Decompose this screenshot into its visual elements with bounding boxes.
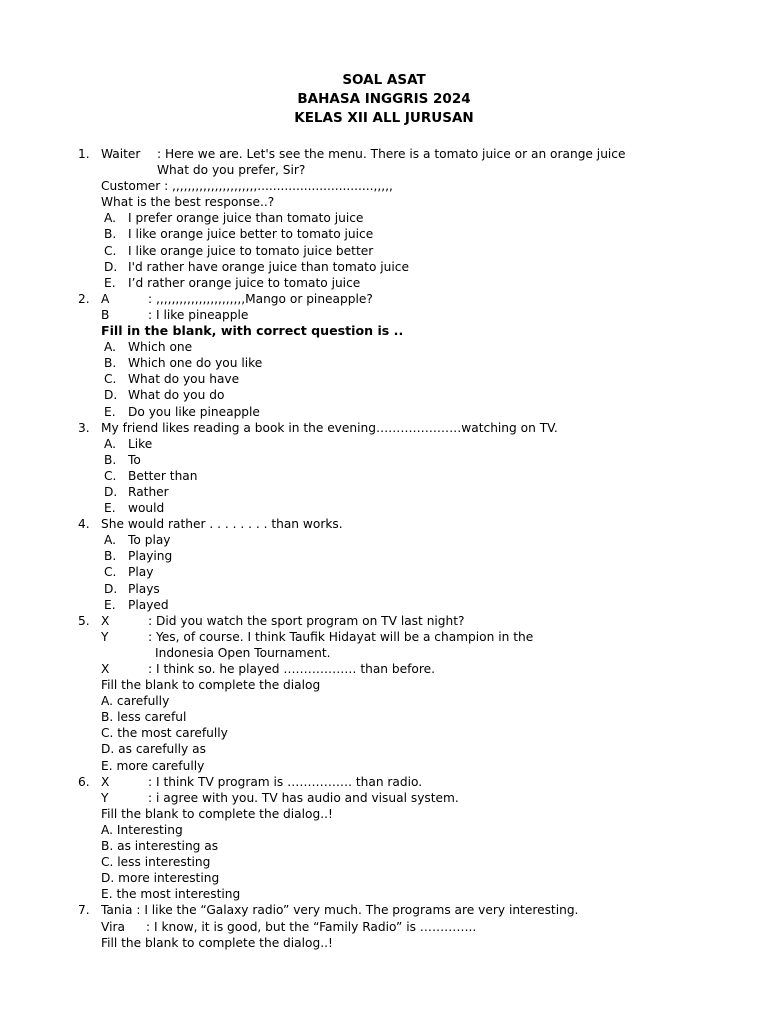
option-text: To play (128, 533, 171, 548)
option-b (0, 548, 768, 564)
option-e (0, 500, 768, 516)
question-list (0, 146, 768, 951)
option-text: Like (128, 436, 153, 451)
option-letter: A. (104, 436, 116, 451)
dialog-text: What do you prefer, Sir? (157, 163, 306, 178)
option-text: I like orange juice better to tomato juice (128, 227, 374, 242)
option-letter: E. (104, 501, 116, 516)
dialog-text: Indonesia Open Tournament. (155, 645, 331, 660)
question-5-y-line-2 (0, 645, 768, 661)
question-text: My friend likes reading a book in the evening…………………watching on TV. (101, 420, 558, 435)
question-number: 4. (78, 517, 90, 532)
option-letter: D. (104, 259, 118, 274)
option-c (0, 564, 768, 580)
question-4-text (0, 516, 768, 532)
speaker-label: A (101, 291, 110, 306)
question-5-x-line (0, 613, 768, 629)
option-text: Played (128, 597, 169, 612)
option-text: B. as interesting as (101, 839, 219, 854)
option-letter: C. (104, 565, 117, 580)
question-2-instruction (0, 323, 768, 339)
question-5-x-line-2 (0, 661, 768, 677)
question-3-text (0, 420, 768, 436)
dialog-text: : Yes, of course. I think Taufik Hidayat will be a champion in the (148, 629, 534, 644)
dialog-text: : Did you watch the sport program on TV last night? (148, 613, 465, 628)
option-e (0, 758, 768, 774)
speaker-label: X (101, 774, 110, 789)
question-7-instruction (0, 935, 768, 951)
question-number: 5. (78, 613, 90, 628)
dialog-text: : I know, it is good, but the “Family Radio” is ………….. (146, 919, 477, 934)
option-text: D. more interesting (101, 871, 220, 886)
option-letter: A. (104, 211, 116, 226)
option-c (0, 854, 768, 870)
option-text: What do you do (128, 388, 225, 403)
option-letter: D. (104, 581, 118, 596)
option-d (0, 484, 768, 500)
option-c (0, 243, 768, 259)
question-instruction: Fill the blank to complete the dialog (101, 678, 321, 693)
option-text: B. less careful (101, 710, 187, 725)
question-6-x-line (0, 774, 768, 790)
option-text: To (128, 452, 141, 467)
question-5-instruction (0, 677, 768, 693)
speaker-label: Y (101, 629, 109, 644)
question-instruction: Fill the blank to complete the dialog..! (101, 935, 333, 950)
option-letter: B. (104, 227, 117, 242)
speaker-label: Waiter (101, 147, 141, 161)
question-number: 3. (78, 420, 90, 435)
option-text: I'd rather have orange juice than tomato juice (128, 259, 409, 274)
option-text: I prefer orange juice than tomato juice (128, 211, 364, 226)
option-c (0, 371, 768, 387)
question-1-customer-line (0, 178, 768, 194)
question-number: 6. (78, 774, 90, 789)
speaker-label: X (101, 613, 110, 628)
dialog-text: : i agree with you. TV has audio and visual system. (148, 790, 459, 805)
option-d (0, 870, 768, 886)
question-1-waiter-line-2 (0, 162, 768, 178)
option-letter: D. (104, 388, 118, 403)
option-a (0, 339, 768, 355)
option-text: A. Interesting (101, 822, 183, 837)
option-text: D. as carefully as (101, 742, 206, 757)
option-c (0, 725, 768, 741)
option-text: Rather (128, 484, 169, 499)
header-class: KELAS XII ALL JURUSAN (294, 110, 474, 126)
option-a (0, 532, 768, 548)
option-b (0, 355, 768, 371)
dialog-text: Tania : I like the “Galaxy radio” very much. The programs are very interesting. (101, 903, 579, 918)
option-text: Playing (128, 549, 173, 564)
option-text: A. carefully (101, 694, 170, 709)
header-title: SOAL ASAT (342, 72, 426, 88)
option-text: What do you have (128, 372, 240, 387)
question-2-a-line (0, 291, 768, 307)
dialog-text: : ,,,,,,,,,,,,,,,,,,,,,,,Mango or pineapple? (148, 291, 373, 306)
dialog-text: : I think TV program is ……………. than radio. (148, 774, 423, 789)
option-text: Plays (128, 581, 160, 596)
header-subject: BAHASA INGGRIS 2024 (297, 91, 471, 107)
question-instruction: Fill the blank to complete the dialog..! (101, 806, 333, 821)
option-text: Which one do you like (128, 356, 263, 371)
option-text: I’d rather orange juice to tomato juice (128, 275, 361, 290)
dialog-text: : Here we are. Let's see the menu. There is a tomato juice or an orange juice (157, 147, 626, 161)
option-letter: C. (104, 243, 117, 258)
option-a (0, 822, 768, 838)
option-text: C. less interesting (101, 855, 211, 870)
option-text: E. the most interesting (101, 887, 241, 902)
option-e (0, 404, 768, 420)
option-letter: C. (104, 372, 117, 387)
option-d (0, 741, 768, 757)
option-letter: B. (104, 356, 117, 371)
question-2-b-line (0, 307, 768, 323)
question-6-instruction (0, 806, 768, 822)
option-letter: D. (104, 484, 118, 499)
question-text: She would rather . . . . . . . . than works. (101, 517, 343, 532)
option-letter: B. (104, 549, 117, 564)
option-letter: A. (104, 533, 116, 548)
question-instruction: Fill in the blank, with correct question is .. (101, 323, 404, 339)
option-d (0, 387, 768, 403)
option-text: Play (128, 565, 154, 580)
option-letter: B. (104, 452, 117, 467)
option-b (0, 226, 768, 242)
option-letter: E. (104, 597, 116, 612)
option-e (0, 886, 768, 902)
option-e (0, 275, 768, 291)
question-number: 2. (78, 291, 90, 306)
option-e (0, 597, 768, 613)
option-c (0, 468, 768, 484)
speaker-label: Y (101, 790, 109, 805)
speaker-label: Vira (101, 919, 125, 934)
question-prompt: What is the best response..? (101, 195, 275, 210)
option-text: Do you like pineapple (128, 404, 260, 419)
question-1-waiter-line (0, 146, 768, 162)
option-text: Which one (128, 340, 193, 355)
option-a (0, 436, 768, 452)
dialog-text: : I think so. he played ……………… than before. (148, 662, 436, 676)
option-text: I like orange juice to tomato juice better (128, 243, 374, 258)
question-number: 1. (78, 147, 90, 161)
dialog-text: Customer : ,,,,,,,,,,,,,,,,,,,,,,..............................,,,,, (101, 179, 393, 194)
option-b (0, 452, 768, 468)
question-7-vira-line (0, 919, 768, 935)
option-b (0, 838, 768, 854)
option-text: E. more carefully (101, 758, 205, 773)
option-letter: A. (104, 340, 116, 355)
document-header (0, 71, 768, 128)
dialog-text: : I like pineapple (148, 307, 249, 322)
question-6-y-line (0, 790, 768, 806)
option-letter: C. (104, 468, 117, 483)
question-5-y-line (0, 629, 768, 645)
option-text: Better than (128, 468, 198, 483)
question-1-prompt (0, 194, 768, 210)
option-d (0, 259, 768, 275)
option-d (0, 581, 768, 597)
option-b (0, 709, 768, 725)
question-number: 7. (78, 903, 90, 918)
question-7-tania-line (0, 902, 768, 918)
option-text: C. the most carefully (101, 726, 228, 741)
speaker-label: X (101, 662, 110, 676)
option-a (0, 693, 768, 709)
option-text: would (128, 501, 165, 516)
speaker-label: B (101, 307, 110, 322)
option-letter: E. (104, 404, 116, 419)
option-letter: E. (104, 275, 116, 290)
option-a (0, 210, 768, 226)
